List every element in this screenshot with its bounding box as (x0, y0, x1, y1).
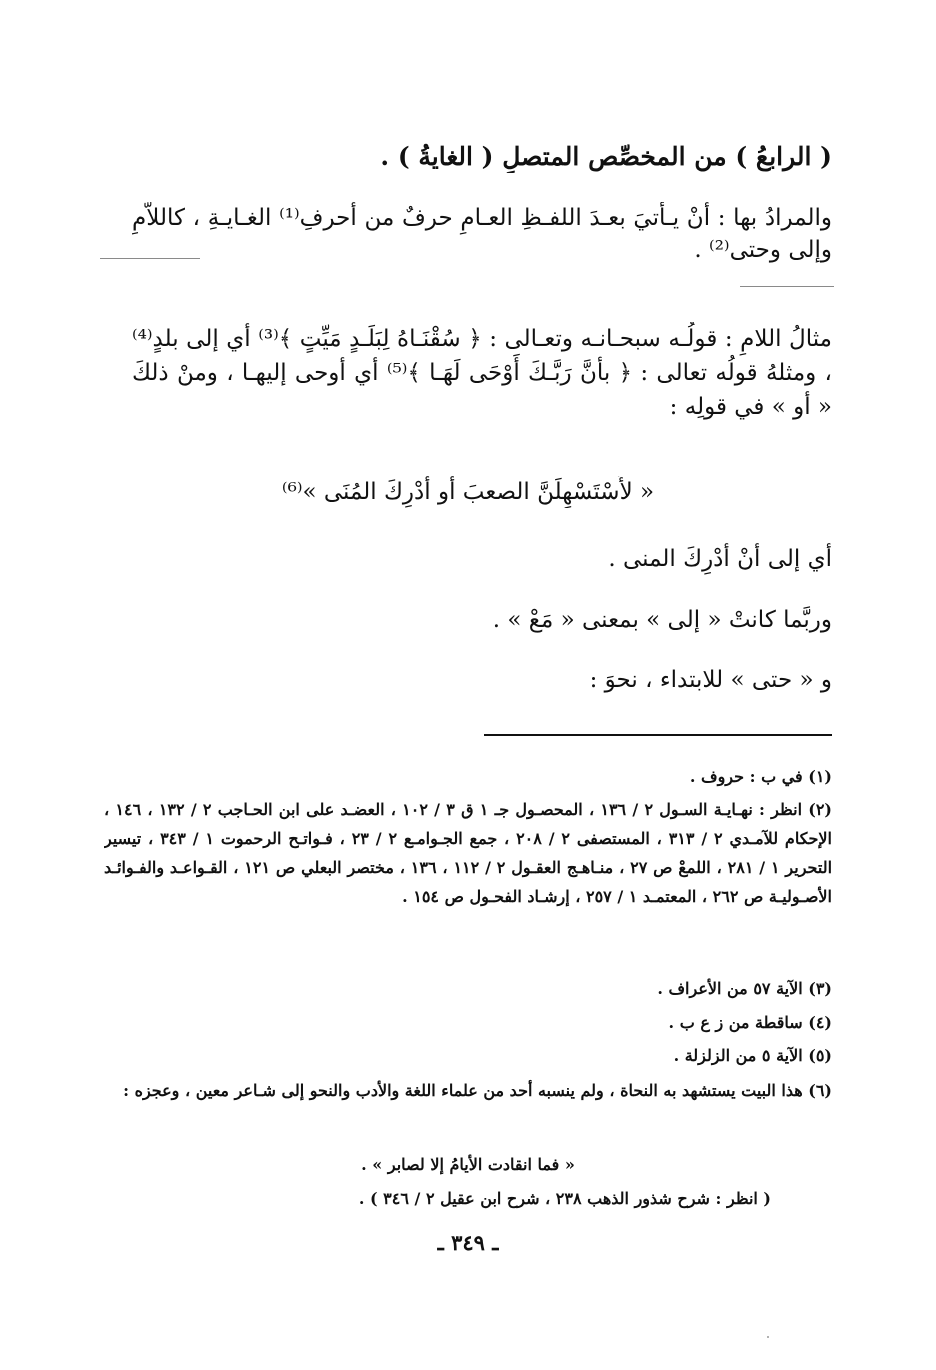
footnote-1: (١) في ب : حروف . (689, 767, 832, 786)
footnote-6: (٦) هذا البيت يستشهد به النحاة ، ولم ينسبه أحد من علماء اللغة والأدب والنحو إلى شـاعر معين ، وعجزه : (123, 1081, 832, 1100)
pencil-underline-mark (740, 286, 834, 287)
footnote-4: (٤) ساقطة من ز ع ب . (668, 1013, 832, 1032)
section-heading: ( الرابعُ ) من المخصِّص المتصلِ ( الغايةُ ) . (380, 142, 832, 171)
definition-paragraph: والمرادُ بها : أنْ يـأتيَ بعـدَ اللفـظِ العـامِ حرفٌ من أحرفِ⁽¹⁾ الغـايـةِ ، كاللاَّمِ وإلى وحتى⁽²⁾ . (132, 205, 832, 263)
footnote-3: (٣) الآية ٥٧ من الأعراف . (657, 979, 832, 998)
example-paragraph: مثالُ اللامِ : قولُـه سبحـانـه وتعـالى : ﴿ سُقْنَـاهُ لِبَلَـدٍ مَيِّتٍ ﴾⁽³⁾ أي إلى بلدٍ⁽⁴⁾ ، ومثلهُ قولُه تعالى : ﴿ بأنَّ رَبَّـكَ أَوْحَى لَهَـا ﴾⁽⁵⁾ أي أوحى إليهـا ، ومنْ ذلكَ « أو » في قولِه : (132, 326, 832, 420)
meaning-line: وربَّما كانتْ « إلى » بمعنى « مَعْ » . (492, 607, 832, 633)
footnote-5: (٥) الآية ٥ من الزلزلة . (673, 1046, 832, 1065)
footnote-6-hemistich: « فما انقادت الأيامُ إلا لصابر » . (361, 1155, 575, 1174)
footnote-6-reference: ( انظر : شرح شذور الذهب ٢٣٨ ، شرح ابن عقيل ٢ / ٣٤٦ ) . (358, 1189, 771, 1208)
pencil-underline-mark (100, 258, 200, 259)
footnote-separator (484, 734, 832, 736)
hatta-line: و « حتى » للابتداء ، نحوَ : (589, 667, 832, 693)
footnote-2: (٢) انظر : نهـايـة السـول ٢ / ١٣٦ ، المحصـول جـ ١ ق ٣ / ١٠٢ ، العضـد على ابن الحـاجب ٢ / ١٣٢ ، ١٤٦ ، الإحكام للآمـدي ٢ / ٣١٣ ، المستصفى ٢ / ٢٠٨ ، جمع الجـوامـع ٢ / ٢٣ ، فـواتـح الرحموت ١ / ٣٤٣ ، تيسير التحرير ١ / ٢٨١ ، اللمعْ ص ٢٧ ، منـاهـج العقـول ٢ / ١١٢ ، ١٣٦ ، مختصر البعلي ص ١٢١ ، القـواعـد والفـوائـد الأصـوليـة ص ٢٦٢ ، المعتمـد ١ / ٢٥٧ ، إرشـاد الفحـول ص ١٥٤ . (104, 800, 832, 906)
page-number: ـ ٣٤٩ ـ (437, 1230, 499, 1255)
explanation-line: أي إلى أنْ أُدْرِكَ المنى . (608, 546, 832, 572)
scan-speck (767, 1336, 769, 1338)
poetry-verse: « لأَسْتَسْهِلَنَّ الصعبَ أو أُدْرِكَ المُنَى »⁽⁶⁾ (281, 479, 655, 505)
